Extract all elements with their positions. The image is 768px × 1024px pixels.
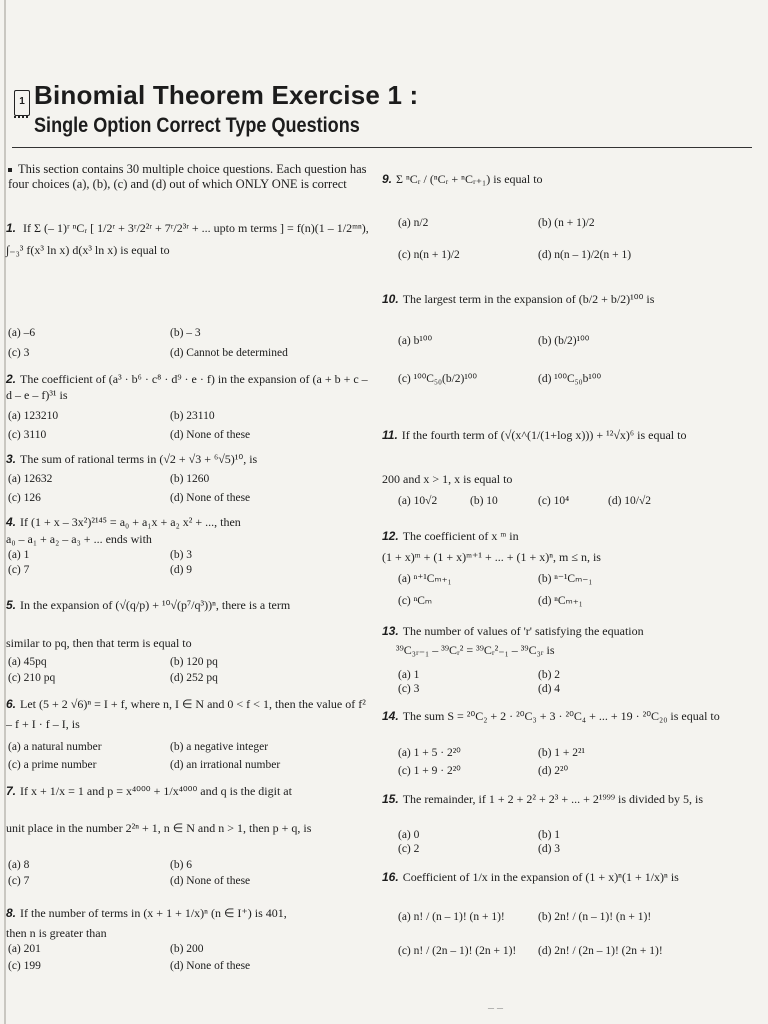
- header-rule: [12, 147, 752, 148]
- question-number: 12.: [382, 529, 399, 543]
- question-text: If the number of terms in (x + 1 + 1/x)ⁿ (n ∈ I⁺) is 401,: [20, 906, 287, 920]
- question-7-subtext: unit place in the number 2²ⁿ + 1, n ∈ N and n > 1, then p + q, is: [6, 821, 312, 835]
- option-b: (b) – 3: [170, 327, 201, 339]
- question-6: [6, 694, 370, 734]
- question-9: [382, 172, 722, 187]
- question-text: Σ ⁿCᵣ / (ⁿCᵣ + ⁿCᵣ₊₁) is equal to: [396, 172, 543, 186]
- question-4: [6, 514, 370, 548]
- question-11: [382, 428, 722, 443]
- question-15: [382, 790, 722, 809]
- option-b: (b) 200: [170, 943, 204, 955]
- question-10: [382, 292, 722, 307]
- intro-paragraph: This section contains 30 multiple choice questions. Each question has four choices (a), (b), (c) and (d) out of which ONLY ONE is correct: [8, 162, 367, 191]
- question-5: [6, 598, 370, 613]
- question-subtext: ³⁹C₃ᵣ₋₁ – ³⁹Cᵣ² = ³⁹Cᵣ²₋₁ – ³⁹C₃ᵣ is: [396, 643, 555, 657]
- option-d: (d) 2n! / (2n – 1)! (2n + 1)!: [538, 945, 663, 957]
- option-a: (a) –6: [8, 327, 36, 339]
- option-c: (c) n(n + 1)/2: [398, 249, 460, 261]
- option-a: (a) 45pq: [8, 656, 47, 668]
- question-number: 16.: [382, 870, 399, 884]
- question-text: The sum of rational terms in (√2 + √3 + ⁶√5)¹⁰, is: [20, 452, 258, 466]
- option-a: (a) a natural number: [8, 741, 102, 753]
- option-b: (b) 10: [470, 495, 498, 507]
- option-d: (d) None of these: [170, 875, 251, 887]
- question-8: [6, 906, 370, 921]
- option-c: (c) 210 pq: [8, 672, 56, 684]
- option-c: (c) 126: [8, 492, 41, 504]
- question-1: [6, 220, 370, 258]
- option-a: (a) 10√2: [398, 495, 438, 507]
- question-text: The sum S = ²⁰C₂ + 2 · ²⁰C₃ + 3 · ²⁰C₄ + ... + 19 · ²⁰C₂₀ is equal to: [402, 709, 720, 723]
- option-d: (d) n(n – 1)/2(n + 1): [538, 249, 632, 261]
- option-d: (d) Cannot be determined: [170, 347, 288, 359]
- option-b: (b) (n + 1)/2: [538, 217, 595, 229]
- option-c: (c) a prime number: [8, 759, 97, 771]
- question-number: 14.: [382, 709, 399, 723]
- option-d: (d) an irrational number: [170, 759, 281, 771]
- question-text: If Σ (– 1)ʳ ⁿCᵣ [ 1/2ʳ + 3ʳ/2²ʳ + 7ʳ/2³ʳ + ... upto m terms ] = f(n)(1 – 1/2ᵐⁿ),: [23, 221, 369, 235]
- option-c: (c) n! / (2n – 1)! (2n + 1)!: [398, 945, 517, 957]
- question-number: 11.: [382, 428, 398, 442]
- question-text: In the expansion of (√(q/p) + ¹⁰√(p⁷/q³))ⁿ, there is a term: [20, 598, 291, 612]
- chapter-icon: 1: [14, 90, 30, 116]
- option-b: (b) 6: [170, 859, 193, 871]
- option-b: (b) 1260: [170, 473, 210, 485]
- question-text: If (1 + x – 3x²)²¹⁴⁵ = a₀ + a₁x + a₂ x² + ..., then: [20, 515, 241, 529]
- page-footer-marks: – –: [488, 1000, 503, 1014]
- option-d: (d) 10/√2: [608, 495, 652, 507]
- bullet-icon: [8, 168, 12, 172]
- option-a: (a) n/2: [398, 217, 429, 229]
- question-14: [382, 706, 722, 726]
- question-number: 3.: [6, 452, 17, 466]
- page-subtitle: Single Option Correct Type Questions: [34, 114, 360, 137]
- question-text: The coefficient of x ᵐ in: [402, 529, 519, 543]
- question-number: 1.: [6, 221, 17, 235]
- option-d: (d) 2²⁰: [538, 765, 569, 777]
- option-d: (d) 252 pq: [170, 672, 218, 684]
- question-number: 2.: [6, 372, 17, 386]
- option-b: (b) a negative integer: [170, 741, 269, 753]
- question-text: Coefficient of 1/x in the expansion of (1 + x)ⁿ(1 + 1/x)ⁿ is: [402, 870, 679, 884]
- option-d: (d) None of these: [170, 492, 251, 504]
- question-subtext: ∫₋₃³ f(x³ ln x) d(x³ ln x) is equal to: [6, 243, 170, 257]
- option-a: (a) 1 + 5 · 2²⁰: [398, 747, 461, 759]
- question-16: [382, 870, 722, 885]
- option-b: (b) 2: [538, 669, 561, 681]
- option-c: (c) ¹⁰⁰C₅₀(b/2)¹⁰⁰: [398, 373, 478, 385]
- question-5-subtext: similar to pq, then that term is equal to: [6, 636, 192, 650]
- option-b: (b) 3: [170, 549, 193, 561]
- page-edge: [4, 0, 6, 1024]
- option-c: (c) 199: [8, 960, 41, 972]
- question-text: The remainder, if 1 + 2 + 2² + 2³ + ... + 2¹⁹⁹⁹ is divided by 5, is: [402, 792, 704, 806]
- option-c: (c) 7: [8, 875, 30, 887]
- option-b: (b) (b/2)¹⁰⁰: [538, 335, 590, 347]
- question-number: 15.: [382, 792, 399, 806]
- question-text: The number of values of 'r' satisfying the equation: [402, 624, 644, 638]
- page-title: Binomial Theorem Exercise 1 :: [34, 80, 419, 110]
- option-d: (d) ¹⁰⁰C₅₀b¹⁰⁰: [538, 373, 602, 385]
- option-a: (a) 0: [398, 829, 420, 841]
- option-b: (b) 120 pq: [170, 656, 218, 668]
- option-c: (c) ⁿCₘ: [398, 595, 433, 607]
- option-a: (a) 123210: [8, 410, 59, 422]
- option-c: (c) 10⁴: [538, 495, 570, 507]
- option-d: (d) 3: [538, 843, 561, 855]
- question-number: 10.: [382, 292, 399, 306]
- question-number: 4.: [6, 515, 17, 529]
- question-subtext: (1 + x)ᵐ + (1 + x)ᵐ⁺¹ + ... + (1 + x)ⁿ, m ≤ n, is: [382, 550, 601, 564]
- option-b: (b) ⁿ⁻¹Cₘ₋₁: [538, 573, 593, 585]
- question-13: [382, 622, 722, 660]
- option-a: (a) ⁿ⁺¹Cₘ₊₁: [398, 573, 452, 585]
- option-c: (c) 2: [398, 843, 420, 855]
- option-a: (a) 1: [398, 669, 420, 681]
- option-b: (b) 2n! / (n – 1)! (n + 1)!: [538, 911, 652, 923]
- question-number: 8.: [6, 906, 17, 920]
- question-number: 13.: [382, 624, 399, 638]
- question-number: 6.: [6, 697, 17, 711]
- option-c: (c) 3: [398, 683, 420, 695]
- question-7: [6, 784, 370, 799]
- option-c: (c) 1 + 9 · 2²⁰: [398, 765, 461, 777]
- question-text: If x + 1/x = 1 and p = x⁴⁰⁰⁰ + 1/x⁴⁰⁰⁰ and q is the digit at: [20, 784, 292, 798]
- option-b: (b) 1: [538, 829, 561, 841]
- question-text: Let (5 + 2 √6)ⁿ = I + f, where n, I ∈ N and 0 < f < 1, then the value of f² – f + I · f – I, is: [6, 697, 366, 731]
- option-a: (a) 12632: [8, 473, 53, 485]
- question-8-subtext: then n is greater than: [6, 926, 107, 940]
- option-c: (c) 7: [8, 564, 30, 576]
- chapter-icon-dots: [14, 116, 28, 122]
- option-c: (c) 3110: [8, 429, 47, 441]
- option-b: (b) 1 + 2²¹: [538, 747, 585, 759]
- question-3: [6, 452, 370, 467]
- option-a: (a) 8: [8, 859, 30, 871]
- option-a: (a) b¹⁰⁰: [398, 335, 433, 347]
- option-c: (c) 3: [8, 347, 30, 359]
- question-subtext: a₀ – a₁ + a₂ – a₃ + ... ends with: [6, 532, 152, 546]
- option-b: (b) 23110: [170, 410, 215, 422]
- option-d: (d) None of these: [170, 429, 251, 441]
- question-number: 9.: [382, 172, 393, 186]
- option-a: (a) n! / (n – 1)! (n + 1)!: [398, 911, 505, 923]
- option-d: (d) ⁿCₘ₊₁: [538, 595, 583, 607]
- question-12: [382, 526, 722, 568]
- question-text: The coefficient of (a³ · b⁶ · c⁸ · d⁹ · e · f) in the expansion of (a + b + c – d – e – f)³¹ is: [6, 372, 368, 402]
- option-a: (a) 201: [8, 943, 41, 955]
- option-a: (a) 1: [8, 549, 30, 561]
- question-number: 5.: [6, 598, 17, 612]
- question-text: The largest term in the expansion of (b/2 + b/2)¹⁰⁰ is: [402, 292, 655, 306]
- question-11-subtext: 200 and x > 1, x is equal to: [382, 472, 513, 486]
- question-number: 7.: [6, 784, 17, 798]
- question-text: If the fourth term of (√(x^(1/(1+log x))) + ¹²√x)⁶ is equal to: [401, 428, 687, 442]
- option-d: (d) 4: [538, 683, 561, 695]
- option-d: (d) None of these: [170, 960, 251, 972]
- question-2: [6, 371, 370, 403]
- option-d: (d) 9: [170, 564, 193, 576]
